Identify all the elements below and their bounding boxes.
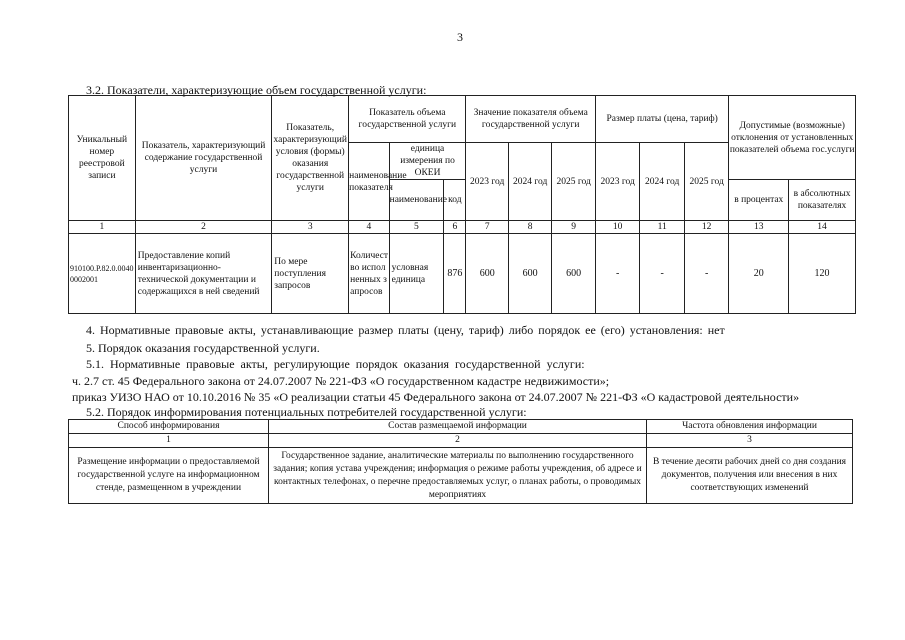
cell-price-2024: -	[640, 234, 685, 314]
header-unit-code: код	[444, 180, 466, 221]
paragraph-5-2: 5.2. Порядок информирования потенциальных потребителей государственной услуги:	[86, 405, 527, 419]
header-price-2023: 2023 год	[595, 143, 640, 221]
cell-dev-percent: 20	[729, 234, 789, 314]
col-number: 14	[789, 221, 856, 234]
section-3-2-title: 3.2. Показатели, характеризующие объем государственной услуги:	[86, 83, 427, 97]
header-reg-number: Уникальный номер реестровой записи	[69, 96, 136, 221]
cell-frequency: В течение десяти рабочих дней со дня создания документов, получения или внесения в них соответствующих изменений	[647, 448, 853, 504]
table-row	[69, 448, 853, 504]
col-number: 12	[684, 221, 729, 234]
law-reference-2: приказ УИЗО НАО от 10.10.2016 № 35 «О реализации статьи 45 Федерального закона от 24.07.2007 № 221-ФЗ «О кадастровой деятельности»	[72, 390, 800, 404]
header-value-2025: 2025 год	[552, 143, 596, 221]
cell-dev-absolute: 120	[789, 234, 856, 314]
cell-unit-code: 876	[444, 234, 466, 314]
header-indicator-name: наименование показателя	[349, 143, 389, 221]
col-number: 8	[508, 221, 551, 234]
cell-value-2025: 600	[552, 234, 596, 314]
col-number: 2	[135, 221, 272, 234]
paragraph-5: 5. Порядок оказания государственной услуги.	[86, 341, 320, 355]
header-price-2025: 2025 год	[684, 143, 729, 221]
header-condition: Показатель, характеризующий условия (формы) оказания государственной услуги	[272, 96, 349, 221]
header-unit-group: единица измерения по ОКЕИ	[389, 143, 466, 180]
col-number: 13	[729, 221, 789, 234]
header-frequency: Частота обновления информации	[647, 420, 853, 434]
header-value-2024: 2024 год	[508, 143, 551, 221]
cell-price-2023: -	[595, 234, 640, 314]
header-info-content: Состав размещаемой информации	[269, 420, 647, 434]
header-price-2024: 2024 год	[640, 143, 685, 221]
header-deviation-group: Допустимые (возможные) отклонения от установленных показателей объема гос.услуги	[729, 96, 856, 180]
cell-info-content: Государственное задание, аналитические материалы по выполнению государственного задания; копия устава учреждения; информация о режиме работы учреждения, об адресе и контактных телефонах, о перечне предоставляемых услуг, о планах работы, о проводимых мероприятиях	[269, 448, 647, 504]
paragraph-5-1: 5.1. Нормативные правовые акты, регулирующие порядок оказания государственной услуги:	[86, 357, 585, 371]
informing-table	[68, 419, 853, 504]
header-unit-name: наименование	[389, 180, 444, 221]
header-method: Способ информирования	[69, 420, 269, 434]
col-number: 6	[444, 221, 466, 234]
col-number: 7	[466, 221, 508, 234]
cell-indicator-name: Количество исполненных запросов	[349, 234, 389, 314]
page-number: 3	[457, 30, 463, 44]
volume-indicators-table	[68, 95, 856, 314]
col-number: 1	[69, 434, 269, 448]
header-content: Показатель, характеризующий содержание государственной услуги	[135, 96, 272, 221]
cell-condition: По мере поступления запросов	[272, 234, 349, 314]
table-row	[69, 234, 856, 314]
header-dev-percent: в процентах	[729, 180, 789, 221]
col-number: 1	[69, 221, 136, 234]
col-number: 9	[552, 221, 596, 234]
header-volume-group: Показатель объема государственной услуги	[349, 96, 466, 143]
col-number: 2	[269, 434, 647, 448]
law-reference-1: ч. 2.7 ст. 45 Федерального закона от 24.07.2007 № 221-ФЗ «О государственном кадастре недвижимости»;	[72, 374, 610, 388]
col-number: 10	[595, 221, 640, 234]
col-number: 5	[389, 221, 444, 234]
cell-content: Предоставление копий инвентаризационно-технической документации и содержащихся в ней сведений	[135, 234, 272, 314]
cell-value-2023: 600	[466, 234, 508, 314]
col-number: 3	[647, 434, 853, 448]
cell-price-2025: -	[684, 234, 729, 314]
cell-value-2024: 600	[508, 234, 551, 314]
paragraph-4: 4. Нормативные правовые акты, устанавливающие размер платы (цену, тариф) либо порядок ее (его) установления: нет	[86, 323, 725, 337]
col-number: 4	[349, 221, 389, 234]
header-value-group: Значение показателя объема государственной услуги	[466, 96, 595, 143]
header-dev-absolute: в абсолютных показателях	[789, 180, 856, 221]
header-value-2023: 2023 год	[466, 143, 508, 221]
cell-reg-number: 910100.Р.82.0.00400002001	[69, 234, 136, 314]
col-number: 11	[640, 221, 685, 234]
header-price-group: Размер платы (цена, тариф)	[595, 96, 729, 143]
col-number: 3	[272, 221, 349, 234]
cell-unit-name: условная единица	[389, 234, 444, 314]
cell-method: Размещение информации о предоставляемой государственной услуге на информационном стенде, размещенном в учреждении	[69, 448, 269, 504]
